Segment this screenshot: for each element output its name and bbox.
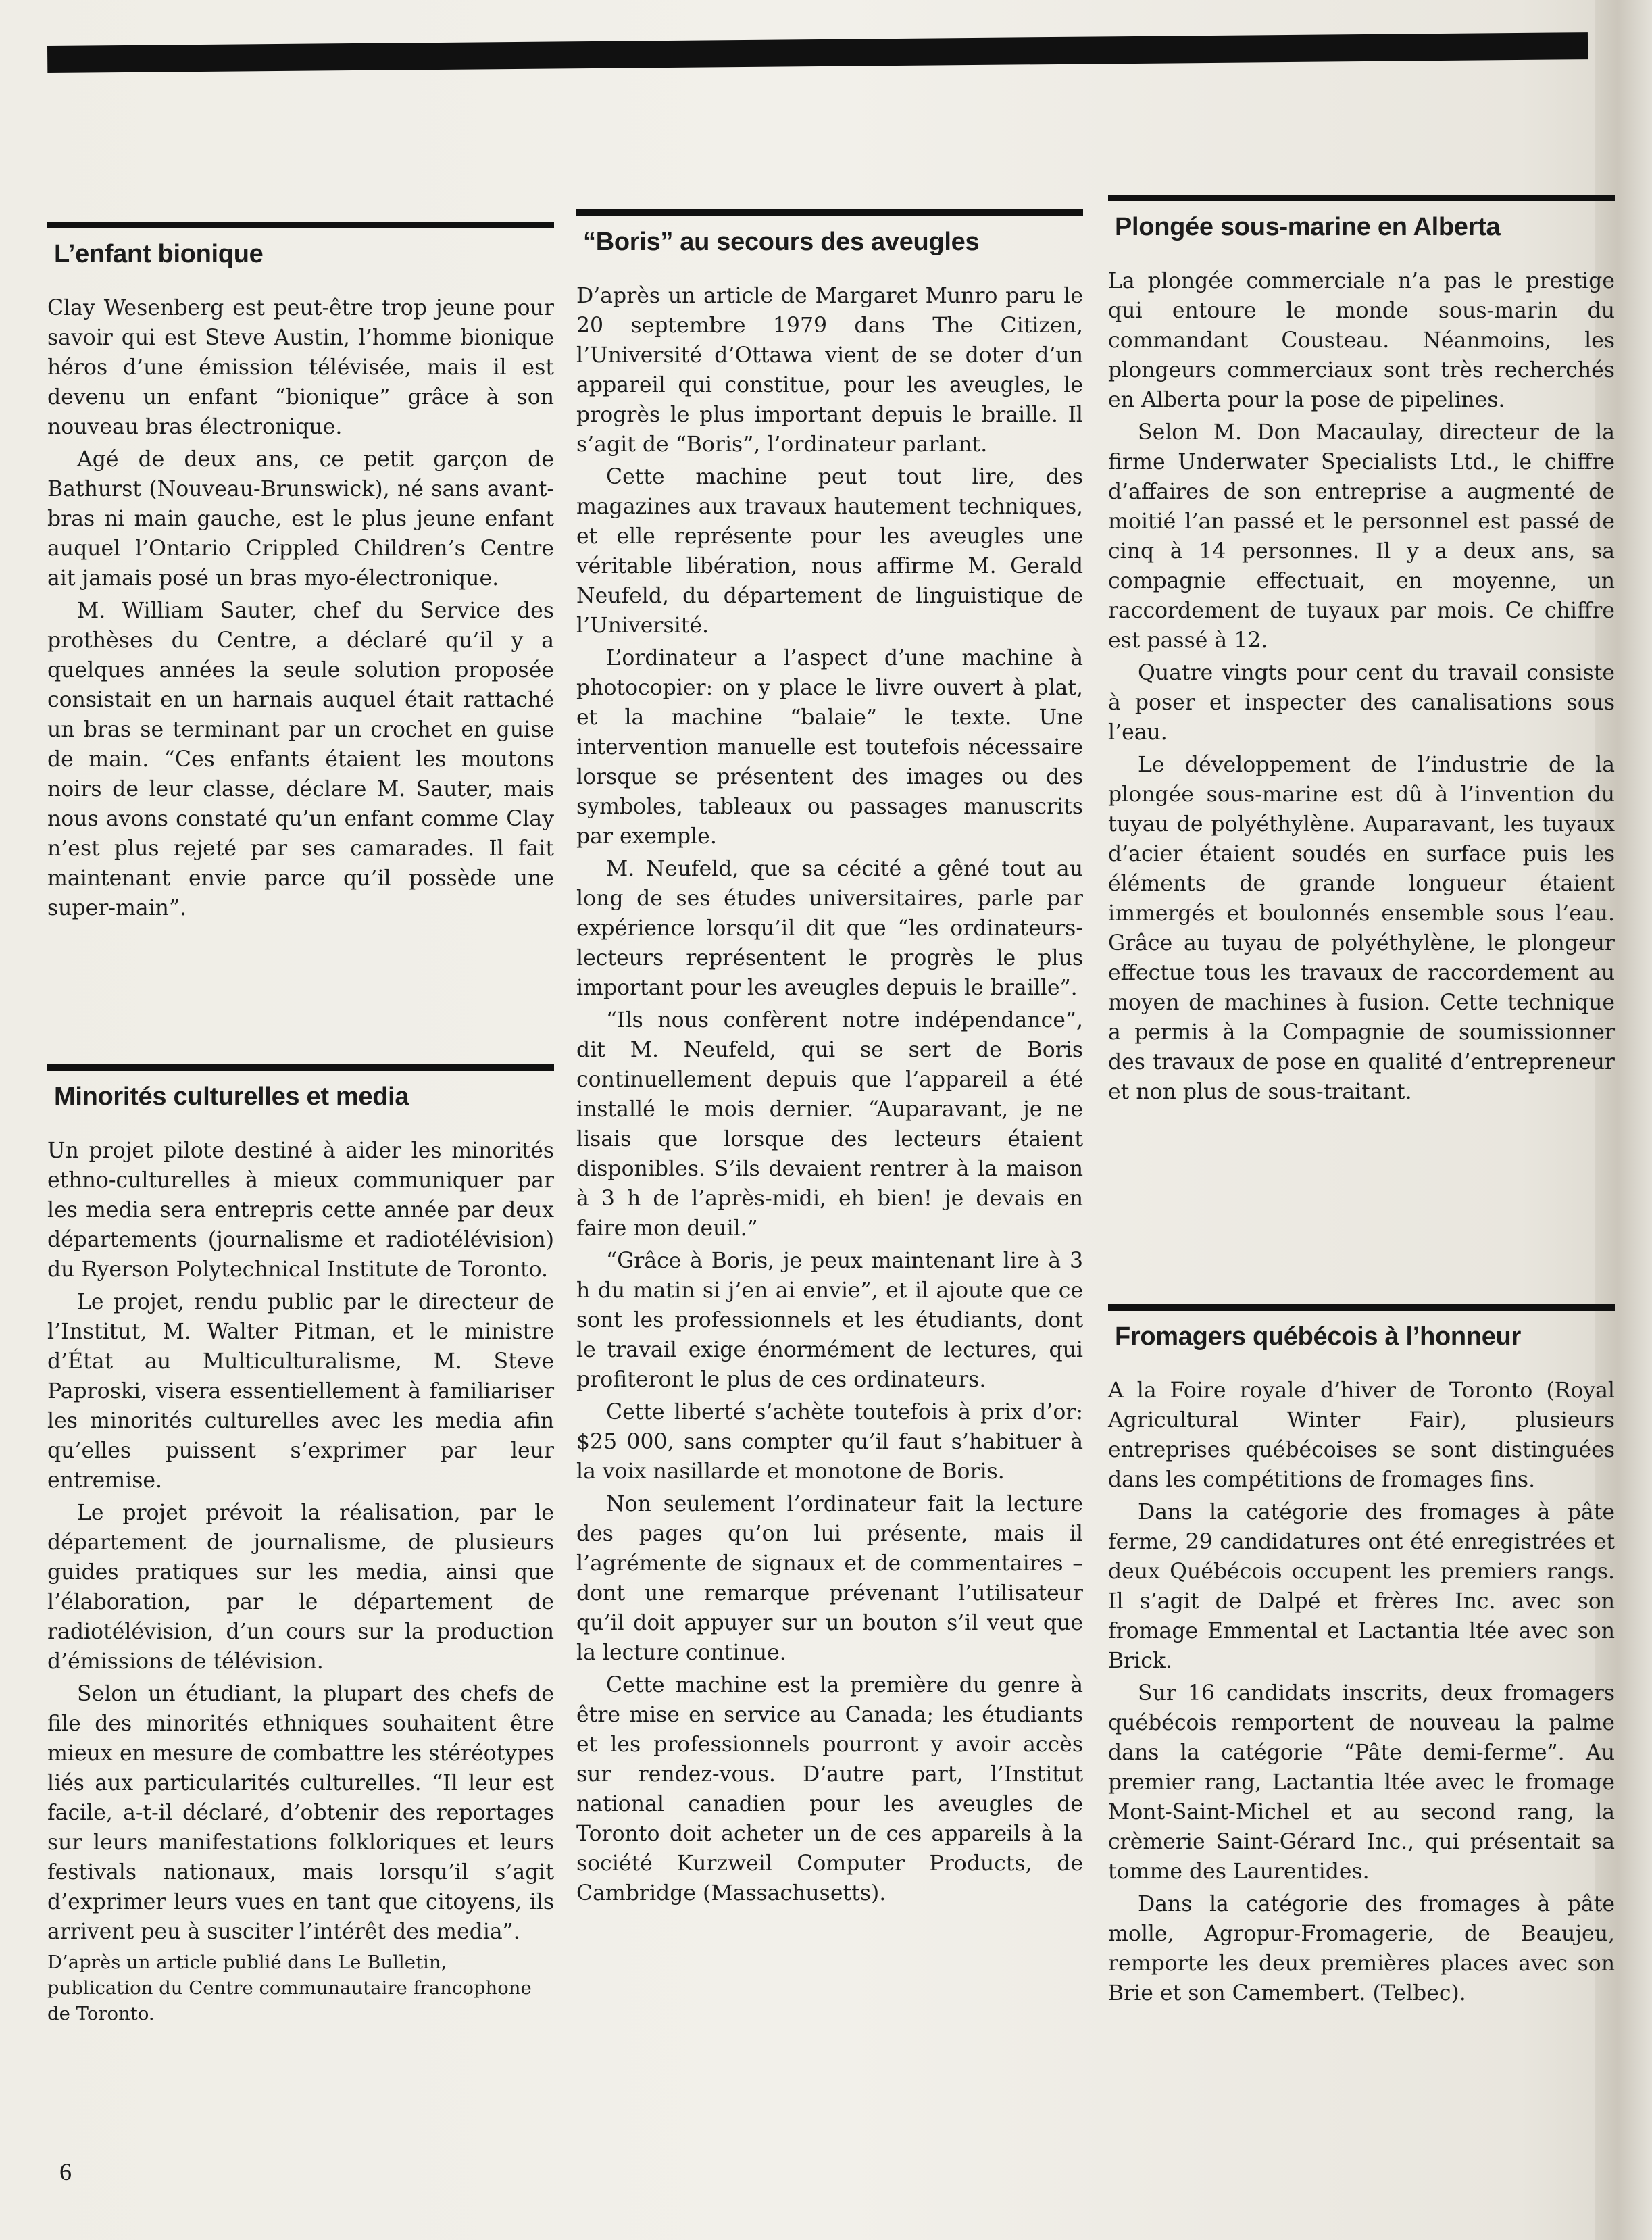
paragraph: Agé de deux ans, ce petit garçon de Bathurst (Nouveau-Brunswick), né sans avant-bras ni main gauche, est le plus jeune enfant auquel l’Ontario Crippled Children’s Centre ait jamais posé un bras myo-électronique. [47,447,554,591]
page-number: 6 [59,2158,72,2185]
paragraph: Selon M. Don Macaulay, directeur de la firme Underwater Specialists Ltd., le chiffre d’affaires de son entreprise a augmenté de moitié l’an passé et le personnel est passé de cinq à 14 personnes. Il y a deux ans, sa compagnie effectuait, en moyenne, un raccordement de tuyaux par mois. Ce chiffre est passé à 12. [1108,420,1615,653]
article-title: L’enfant bionique [54,240,264,268]
paragraph: A la Foire royale d’hiver de Toronto (Royal Agricultural Winter Fair), plusieurs entreprises québécoises se sont distinguées dans les compétitions de fromages fins. [1108,1378,1615,1492]
paragraph: La plongée commerciale n’a pas le prestige qui entoure le monde sous-marin du commandant Cousteau. Néanmoins, les plongeurs commerciaux sont très recherchés en Alberta pour la pose de pipelines. [1108,269,1615,412]
section-rule [576,209,1083,216]
section-rule [47,222,554,228]
article-bionic-child [47,222,554,926]
paragraph: L’ordinateur a l’aspect d’une machine à photocopier: on y place le livre ouvert à plat, et la machine “balaie” le texte. Une intervention manuelle est toutefois nécessaire lorsque se présentent des images ou des symboles, tableaux ou passages manuscrits par exemple. [576,646,1083,849]
paragraph: Cette machine peut tout lire, des magazines aux travaux hautement techniques, et elle représente pour les aveugles une véritable libération, nous affirme M. Gerald Neufeld, du département de linguistique de l’Université. [576,465,1083,638]
paragraph: “Ils nous confèrent notre indépendance”, dit M. Neufeld, qui se sert de Boris continuellement depuis que l’appareil a été installé le mois dernier. “Auparavant, je ne lisais que lorsque des lecteurs étaient disponibles. S’ils devaient rentrer à la maison à 3 h de l’après-midi, eh bien! je devais en faire mon deuil.” [576,1008,1083,1241]
paragraph: “Grâce à Boris, je peux maintenant lire à 3 h du matin si j’en ai envie”, et il ajoute que ce sont les professionnels et les étudiants, dont le travail exige énormément de lectures, qui profiteront le plus de ces ordinateurs. [576,1249,1083,1392]
article-diving [1108,195,1615,1110]
paragraph: Un projet pilote destiné à aider les minorités ethno-culturelles à mieux communiquer par les media sera entrepris cette année par deux départements (journalisme et radiotélévision) du Ryerson Polytechnical Institute de Toronto. [47,1139,554,1282]
paragraph: Cette machine est la première du genre à être mise en service au Canada; les étudiants et les professionnels pourront y avoir accès sur rendez-vous. D’autre part, l’Institut national canadien pour les aveugles de Toronto doit acheter un de ces appareils à la société Kurzweil Computer Products, de Cambridge (Massachusetts). [576,1673,1083,1906]
paragraph: Le projet prévoit la réalisation, par le département de journalisme, de plusieurs guides pratiques sur les media, ainsi que l’élaboration, par le département de radiotélévision, d’un cours sur la production d’émissions de télévision. [47,1501,554,1674]
section-rule [1108,1304,1615,1311]
paragraph: Dans la catégorie des fromages à pâte ferme, 29 candidatures ont été enregistrées et deux Québécois occupent les premiers rangs. Il s’agit de Dalpé et frères Inc. avec son fromage Emmental et Lactantia ltée avec son Brick. [1108,1500,1615,1673]
paragraph: Sur 16 candidats inscrits, deux fromagers québécois remportent de nouveau la palme dans la catégorie “Pâte demi-ferme”. Au premier rang, Lactantia ltée avec le fromage Mont-Saint-Michel et au second rang, la crèmerie Saint-Gérard Inc., qui présentait sa tomme des Laurentides. [1108,1681,1615,1884]
article-title: Minorités culturelles et media [54,1082,409,1111]
section-rule [1108,195,1615,201]
paragraph: M. Neufeld, que sa cécité a gêné tout au long de ses études universitaires, parle par expérience lorsqu’il dit que “les ordinateurs-lecteurs représentent le progrès le plus important pour les aveugles depuis le braille”. [576,857,1083,1000]
article-cultural-minorities [47,1064,554,2026]
article-boris [576,209,1083,1911]
paragraph: M. William Sauter, chef du Service des prothèses du Centre, a déclaré qu’il y a quelques années la seule solution proposée consistait en un harnais auquel était rattaché un bras se terminant par un crochet en guise de main. “Ces enfants étaient les moutons noirs de leur classe, déclare M. Sauter, mais nous avons constaté qu’un enfant comme Clay n’est plus rejeté par ses camarades. Il fait maintenant envie parce qu’il possède une super-main”. [47,599,554,920]
paragraph: Dans la catégorie des fromages à pâte molle, Agropur-Fromagerie, de Beaujeu, remporte les deux premières places avec son Brie et son Camembert. (Telbec). [1108,1892,1615,2006]
paragraph: Le développement de l’industrie de la plongée sous-marine est dû à l’invention du tuyau de polyéthylène. Auparavant, les tuyaux d’acier étaient soudés en surface puis les éléments de grande longueur étaient immergés et boulonnés ensemble sous l’eau. Grâce au tuyau de polyéthylène, le plongeur effectue tous les travaux de raccordement au moyen de machines à fusion. Cette technique a permis à la Compagnie de soumissionner des travaux de pose en qualité d’entrepreneur et non plus de sous-traitant. [1108,753,1615,1104]
paragraph: Clay Wesenberg est peut-être trop jeune pour savoir qui est Steve Austin, l’homme bionique héros d’une émission télévisée, mais il est devenu un enfant “bionique” grâce à son nouveau bras électronique. [47,296,554,439]
article-title: Plongée sous-marine en Alberta [1115,213,1501,241]
paragraph: Le projet, rendu public par le directeur de l’Institut, M. Walter Pitman, et le ministre d’État au Multiculturalisme, M. Steve Paproski, visera essentiellement à familiariser les minorités culturelles avec les media afin qu’elles puissent s’exprimer par leur entremise. [47,1290,554,1493]
top-rule [47,32,1588,73]
section-rule [47,1064,554,1071]
article-cheese [1108,1304,1615,2011]
paragraph: Selon un étudiant, la plupart des chefs de file des minorités ethniques souhaitent être mieux en mesure de combattre les stéréotypes liés aux particularités culturelles. “Il leur est facile, a-t-il déclaré, d’obtenir des reportages sur leurs manifestations folkloriques et leurs festivals nationaux, mais lorsqu’il s’agit d’exprimer leurs vues en tant que citoyens, ils arrivent peu à susciter l’intérêt des media”. [47,1682,554,1944]
article-title: “Boris” au secours des aveugles [583,228,980,256]
paragraph: Cette liberté s’achète toutefois à prix d’or: $25 000, sans compter qu’il faut s’habituer à la voix nasillarde et monotone de Boris. [576,1400,1083,1484]
paragraph: Quatre vingts pour cent du travail consiste à poser et inspecter des canalisations sous l’eau. [1108,661,1615,745]
article-source: D’après un article publié dans Le Bulletin, publication du Centre communautaire francophone de Toronto. [47,1951,532,2024]
paragraph: Non seulement l’ordinateur fait la lecture des pages qu’on lui présente, mais il l’agrémente de signaux et de commentaires – dont une remarque prévenant l’utilisateur qu’il doit appuyer sur un bouton s’il veut que la lecture continue. [576,1492,1083,1665]
paragraph: D’après un article de Margaret Munro paru le 20 septembre 1979 dans The Citizen, l’Université d’Ottawa vient de se doter d’un appareil qui constitue, pour les aveugles, le progrès le plus important depuis le braille. Il s’agit de “Boris”, l’ordinateur parlant. [576,284,1083,457]
article-title: Fromagers québécois à l’honneur [1115,1322,1521,1351]
